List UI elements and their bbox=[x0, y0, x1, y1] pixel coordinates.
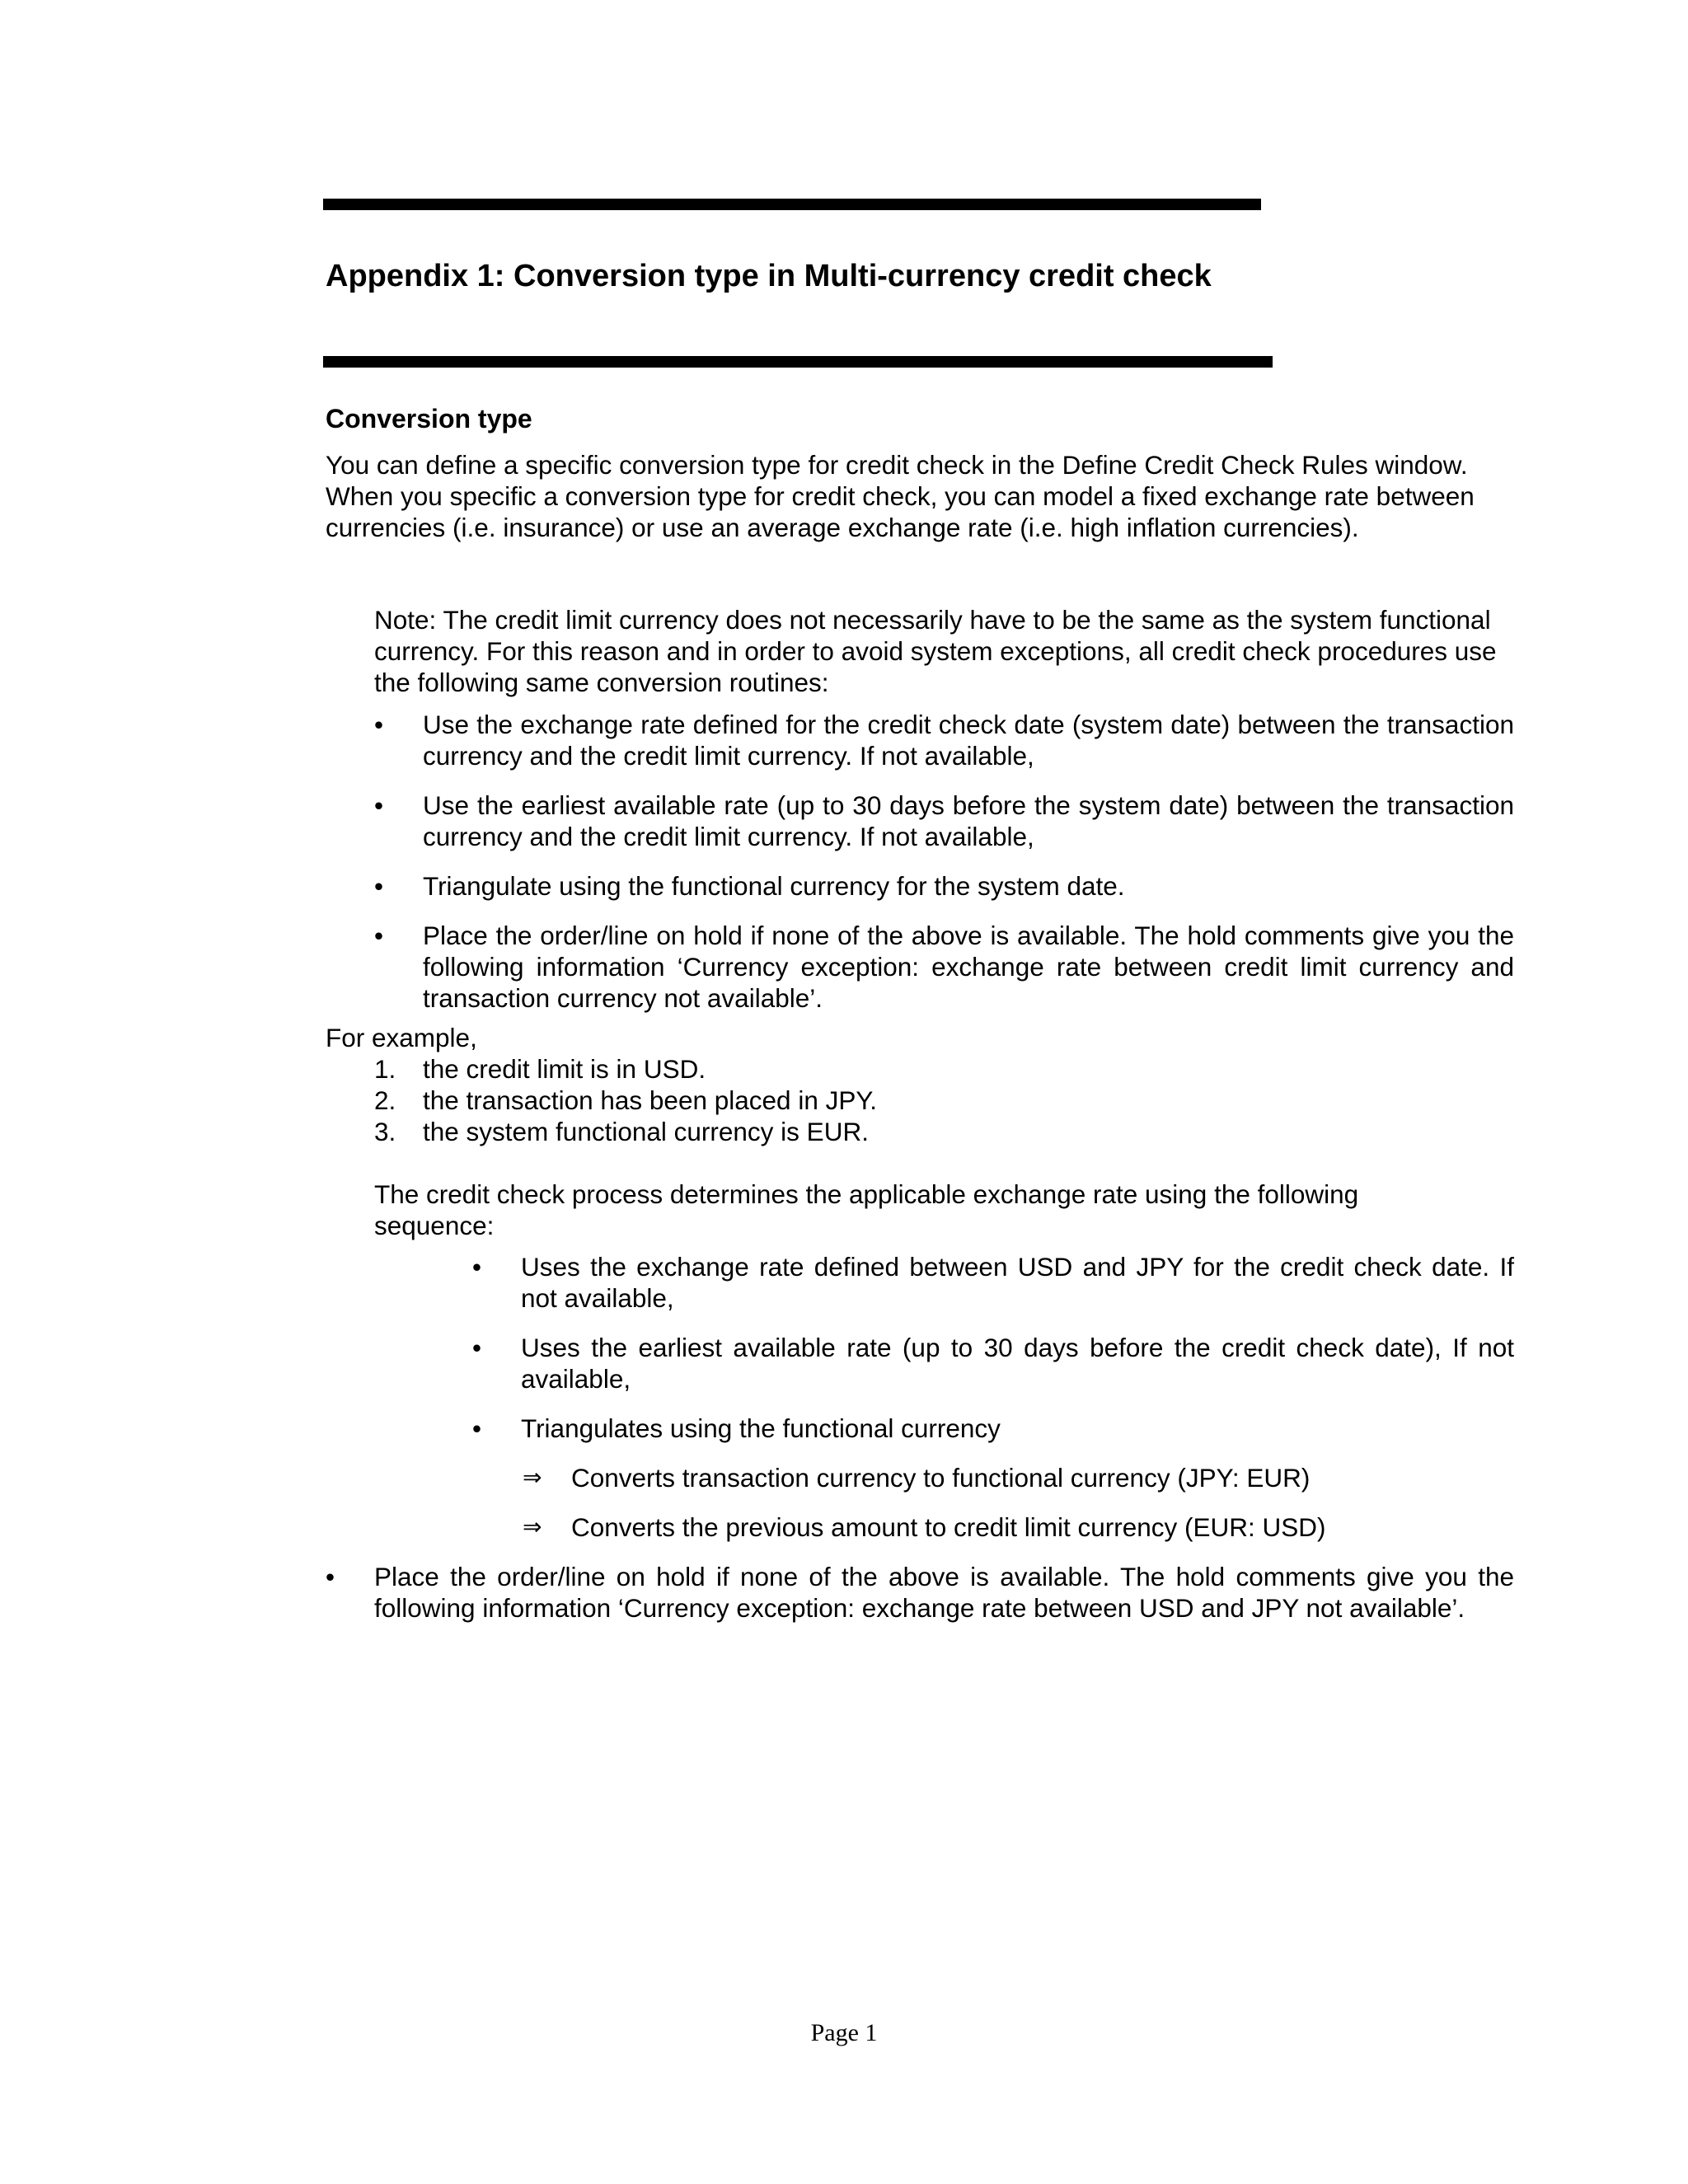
example-item bbox=[374, 1116, 1116, 1147]
routine-item bbox=[374, 920, 1514, 1014]
bullet-icon: • bbox=[374, 871, 384, 901]
page-number: Page 1 bbox=[810, 2019, 878, 2046]
item-number: 3. bbox=[374, 1117, 396, 1146]
routine-item bbox=[374, 790, 1514, 852]
example-intro: For example, bbox=[326, 1023, 477, 1052]
triangulation-step bbox=[523, 1511, 1429, 1543]
example-item bbox=[374, 1085, 1116, 1116]
example-text: the system functional currency is EUR. bbox=[423, 1117, 869, 1146]
final-text: Place the order/line on hold if none of the above is available. The hold comments give you the following information ‘Currency exception: exchange rate between USD and JPY not available’. bbox=[374, 1562, 1514, 1623]
intro-paragraph: You can define a specific conversion type for credit check in the Define Credit Check Rules window. When you specific a conversion type for credit check, you can model a fixed exchange rate between currencies (i.e. insurance) or use an average exchange rate (i.e. high inflation currencies). bbox=[326, 450, 1475, 542]
step-text: Converts the previous amount to credit limit currency (EUR: USD) bbox=[571, 1512, 1326, 1542]
bullet-icon: • bbox=[472, 1333, 482, 1362]
sequence-item bbox=[472, 1251, 1514, 1314]
bullet-icon: • bbox=[472, 1252, 482, 1282]
sequence-text: Uses the exchange rate defined between USD and JPY for the credit check date. If not available, bbox=[521, 1252, 1514, 1313]
routine-text: Use the earliest available rate (up to 30 days before the system date) between the transaction currency and the credit limit currency. If not available, bbox=[423, 790, 1514, 851]
bullet-icon: • bbox=[374, 921, 384, 950]
bullet-icon: • bbox=[374, 790, 384, 820]
example-item bbox=[374, 1053, 1116, 1085]
routine-text: Use the exchange rate defined for the credit check date (system date) between the transaction currency and the credit limit currency. If not available, bbox=[423, 710, 1514, 771]
routine-text: Place the order/line on hold if none of the above is available. The hold comments give you the following information ‘Currency exception: exchange rate between credit limit currency and transaction currency not available’. bbox=[423, 921, 1514, 1013]
final-item bbox=[326, 1561, 1514, 1624]
example-text: the transaction has been placed in JPY. bbox=[423, 1085, 878, 1115]
sequence-item bbox=[472, 1332, 1514, 1394]
bullet-icon: • bbox=[472, 1413, 482, 1443]
routine-item bbox=[374, 709, 1514, 771]
top-rule bbox=[323, 199, 1261, 210]
bullet-icon: • bbox=[326, 1562, 335, 1591]
bullet-icon: • bbox=[374, 710, 384, 739]
implies-arrow-icon: ⇒ bbox=[523, 1464, 542, 1491]
note-paragraph: Note: The credit limit currency does not necessarily have to be the same as the system functional currency. For this reason and in order to avoid system exceptions, all credit check procedures use the following same conversion routines: bbox=[374, 605, 1497, 697]
page-title: Appendix 1: Conversion type in Multi-currency credit check bbox=[326, 259, 1212, 293]
sequence-item bbox=[472, 1413, 1514, 1444]
item-number: 1. bbox=[374, 1054, 396, 1084]
example-text: the credit limit is in USD. bbox=[423, 1054, 706, 1084]
sequence-paragraph: The credit check process determines the applicable exchange rate using the following sequence: bbox=[374, 1179, 1359, 1240]
item-number: 2. bbox=[374, 1085, 396, 1115]
routine-item bbox=[374, 870, 1514, 902]
step-text: Converts transaction currency to functional currency (JPY: EUR) bbox=[571, 1463, 1311, 1493]
sequence-text: Triangulates using the functional currency bbox=[521, 1413, 1001, 1443]
implies-arrow-icon: ⇒ bbox=[523, 1513, 542, 1540]
sequence-text: Uses the earliest available rate (up to 30 days before the credit check date), If not available, bbox=[521, 1333, 1514, 1394]
triangulation-step bbox=[523, 1462, 1429, 1493]
bottom-rule bbox=[323, 356, 1273, 368]
section-heading: Conversion type bbox=[326, 404, 532, 434]
routine-text: Triangulate using the functional currency for the system date. bbox=[423, 871, 1125, 901]
